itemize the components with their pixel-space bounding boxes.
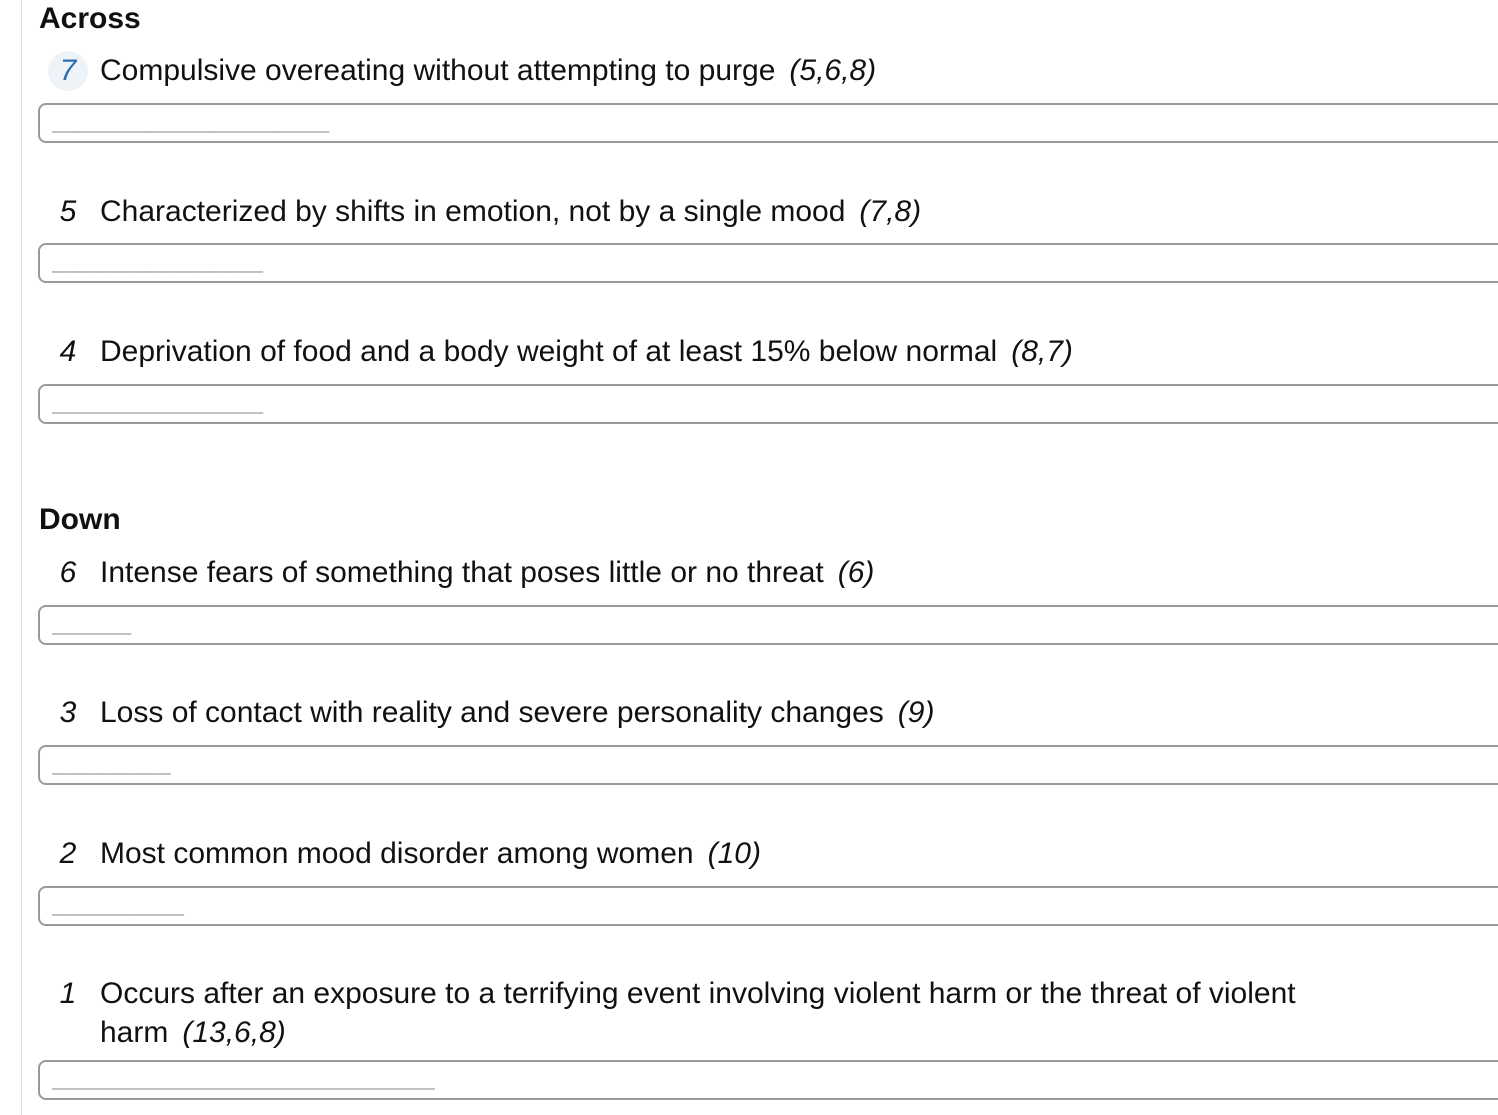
across-heading: Across: [39, 2, 141, 35]
panel-left-border: [21, 0, 22, 1115]
clue-number: 1: [59, 977, 77, 1010]
clue-length: (10): [707, 837, 761, 870]
clue-description: Occurs after an exposure to a terrifying event involving violent harm or the threat of violent harm: [100, 977, 1296, 1049]
answer-input-down-2[interactable]: [38, 886, 1498, 926]
clue-length: (8,7): [1011, 335, 1073, 368]
clue-number: 2: [59, 837, 77, 870]
clue-text: [100, 834, 1400, 873]
clue-number: 7: [48, 51, 88, 91]
answer-input-down-3[interactable]: [38, 745, 1498, 785]
answer-input-down-6[interactable]: [38, 605, 1498, 645]
clue-length: (6): [837, 556, 875, 589]
clue-description: Most common mood disorder among women: [100, 837, 694, 870]
clue-description: Deprivation of food and a body weight of at least 15% below normal: [100, 335, 998, 368]
clue-description: Intense fears of something that poses little or no threat: [100, 556, 824, 589]
answer-input-across-5[interactable]: [38, 243, 1498, 283]
answer-input-across-4[interactable]: [38, 384, 1498, 424]
clue-description: Loss of contact with reality and severe personality changes: [100, 696, 884, 729]
clue-length: (7,8): [859, 195, 922, 228]
down-heading: Down: [39, 503, 121, 536]
answer-blanks: ________________: [52, 252, 264, 277]
clue-description: Compulsive overeating without attempting to purge: [100, 54, 776, 87]
clue-length: (13,6,8): [182, 1016, 286, 1049]
answer-blanks: _________: [52, 754, 171, 779]
answer-blanks: ________________: [52, 393, 264, 418]
clue-text: [100, 51, 1400, 90]
clue-length: (5,6,8): [789, 54, 877, 87]
clue-number: 4: [59, 335, 77, 368]
clue-length: (9): [897, 696, 935, 729]
clue-number: 3: [59, 696, 77, 729]
answer-blanks: ______: [52, 614, 132, 639]
clue-description: Characterized by shifts in emotion, not by a single mood: [100, 195, 846, 228]
clue-text: [100, 553, 1400, 592]
clue-number: 5: [59, 195, 77, 228]
clue-text: [100, 192, 1400, 231]
answer-input-across-7[interactable]: [38, 103, 1498, 143]
answer-blanks: _____________________________: [52, 1069, 435, 1094]
clue-number: 6: [59, 556, 77, 589]
answer-blanks: _____________________: [52, 112, 330, 137]
clue-text: [100, 332, 1400, 371]
clue-text: [100, 974, 1390, 1052]
answer-blanks: __________: [52, 895, 185, 920]
clue-text: [100, 693, 1400, 732]
answer-input-down-1[interactable]: [38, 1060, 1498, 1100]
